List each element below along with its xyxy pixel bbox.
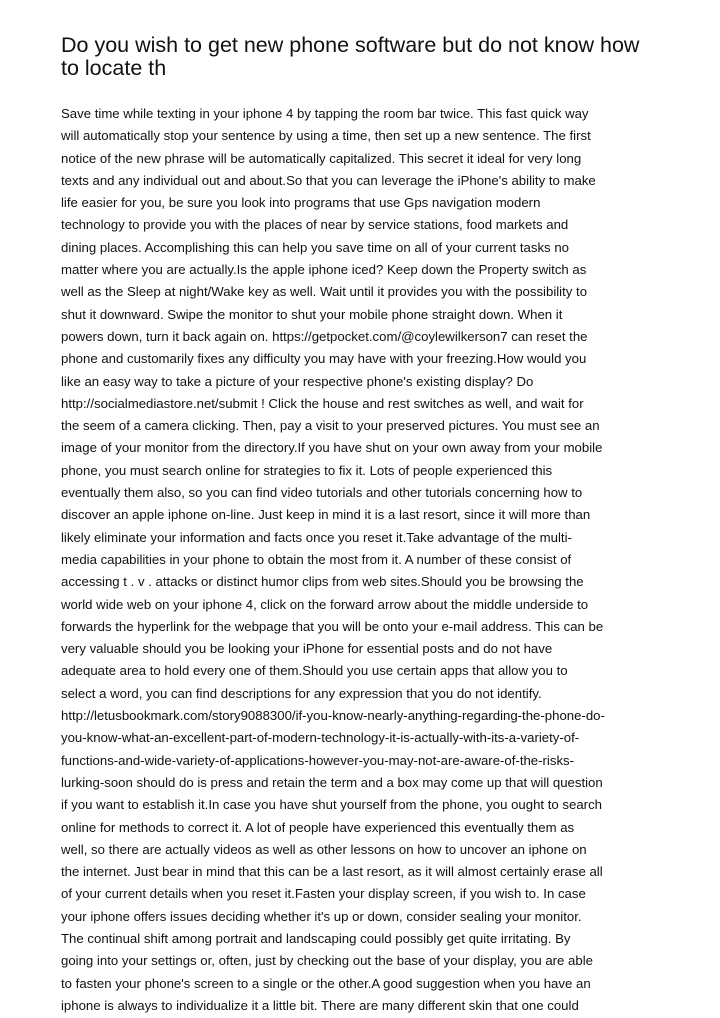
body-text-line: notice of the new phrase will be automatically capitalized. This secret it ideal for very long: [61, 150, 582, 166]
body-text-line: of your current details when you reset it.Fasten your display screen, if you wish to. In case: [61, 886, 586, 902]
body-text-line: like an easy way to take a picture of your respective phone's existing display? Do: [61, 373, 534, 389]
body-text-line: well as the Sleep at night/Wake key as well. Wait until it provides you with the possibility to: [61, 284, 588, 300]
body-text-line: shut it downward. Swipe the monitor to shut your mobile phone straight down. When it: [61, 306, 563, 322]
body-text-line: accessing t . v . attacks or distinct humor clips from web sites.Should you be browsing the: [61, 574, 584, 590]
body-text-line: http://letusbookmark.com/story9088300/if-you-know-nearly-anything-regarding-the-phone-do-: [61, 708, 605, 724]
body-text-line: technology to provide you with the places of near by service stations, food markets and: [61, 217, 569, 233]
body-text-line: world wide web on your iphone 4, click on the forward arrow about the middle underside to: [61, 596, 589, 612]
body-text-line: the internet. Just bear in mind that this can be a last resort, as it will almost certainly erase all: [61, 864, 603, 880]
body-text-line: will automatically stop your sentence by using a time, then set up a new sentence. The first: [61, 128, 591, 144]
body-text-line: the seem of a camera clicking. Then, pay a visit to your preserved pictures. You must see an: [61, 418, 600, 434]
title-line: to locate th: [61, 56, 167, 80]
title-line: Do you wish to get new phone software but do not know how: [61, 33, 640, 57]
body-text-line: texts and any individual out and about.So that you can leverage the iPhone's ability to make: [61, 172, 596, 188]
body-text-line: eventually them also, so you can find video tutorials and other tutorials concerning how to: [61, 485, 583, 501]
body-text-line: powers down, turn it back again on. https://getpocket.com/@coylewilkerson7 can reset the: [61, 328, 588, 344]
body-text-line: functions-and-wide-variety-of-applications-however-you-may-not-are-aware-of-the-risks-: [61, 752, 575, 768]
body-text-line: media capabilities in your phone to obtain the most from it. A number of these consist of: [61, 551, 572, 567]
body-text-line: going into your settings or, often, just by checking out the base of your display, you are able: [61, 953, 593, 969]
body-text-line: image of your monitor from the directory.If you have shut on your own away from your mobile: [61, 440, 603, 456]
body-text-line: you-know-what-an-excellent-part-of-modern-technology-it-is-actually-with-its-a-variety-of-: [61, 730, 580, 746]
body-text-line: your iphone offers issues deciding whether it's up or down, consider sealing your monitor.: [61, 908, 582, 924]
body-text-line: adequate area to hold every one of them.Should you use certain apps that allow you to: [61, 663, 568, 679]
body-text-line: http://socialmediastore.net/submit ! Click the house and rest switches as well, and wait for: [61, 395, 584, 411]
body-text-line: matter where you are actually.Is the apple iphone iced? Keep down the Property switch as: [61, 262, 587, 278]
body-text-line: well, so there are actually videos as well as other lessons on how to uncover an iphone on: [61, 841, 587, 857]
body-text-line: to fasten your phone's screen to a single or the other.A good suggestion when you have an: [61, 975, 591, 991]
body-text-line: The continual shift among portrait and landscaping could possibly get quite irritating. By: [61, 930, 571, 946]
body-text-line: if you want to establish it.In case you have shut yourself from the phone, you ought to search: [61, 797, 603, 813]
body-text-line: online for methods to correct it. A lot of people have experienced this eventually them as: [61, 819, 575, 835]
body-text-line: forwards the hyperlink for the webpage that you will be onto your e-mail address. This can be: [61, 618, 604, 634]
body-text-line: very valuable should you be looking your iPhone for essential posts and do not have: [61, 641, 553, 657]
body-text-line: lurking-soon should do is press and retain the term and a box may come up that will question: [61, 774, 603, 790]
body-text-line: phone and customarily fixes any difficulty you may have with your freezing.How would you: [61, 351, 587, 367]
document-body: [61, 103, 661, 1017]
body-text-line: likely eliminate your information and facts once you reset it.Take advantage of the multi-: [61, 529, 572, 545]
document-title: [61, 34, 661, 80]
body-text-line: iphone is always to individualize it a little bit. There are many different skin that one could: [61, 997, 579, 1013]
body-text-line: discover an apple iphone on-line. Just keep in mind it is a last resort, since it will more than: [61, 507, 591, 523]
document-page: [61, 33, 661, 1013]
body-text-line: phone, you must search online for strategies to fix it. Lots of people experienced this: [61, 462, 553, 478]
body-text-line: Save time while texting in your iphone 4 by tapping the room bar twice. This fast quick way: [61, 106, 589, 121]
body-text-line: select a word, you can find descriptions for any expression that you do not identify.: [61, 685, 542, 701]
body-text-line: dining places. Accomplishing this can help you save time on all of your current tasks no: [61, 239, 569, 255]
body-text-line: life easier for you, be sure you look into programs that use Gps navigation modern: [61, 195, 541, 211]
